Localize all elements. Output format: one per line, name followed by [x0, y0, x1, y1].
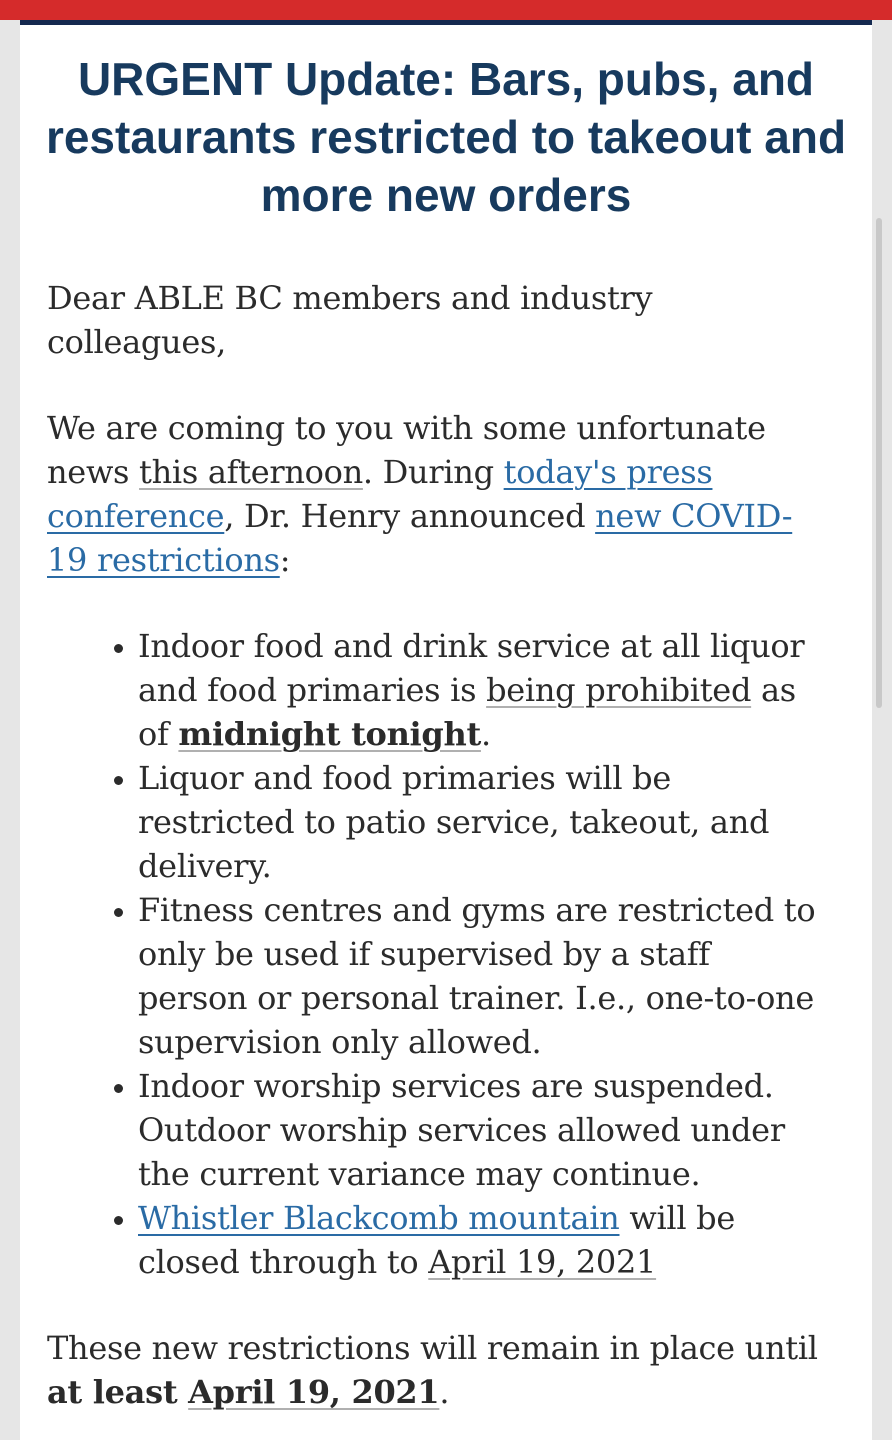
- intro-text-2: . During: [362, 453, 504, 491]
- closing-text-2: .: [439, 1373, 450, 1411]
- closing-date: April 19, 2021: [188, 1373, 440, 1411]
- bullet-1-text-2: as of: [138, 671, 796, 753]
- email-content: [47, 276, 827, 1414]
- intro-text-4: :: [279, 541, 291, 579]
- email-title: URGENT Update: Bars, pubs, and restaurants restricted to takeout and more new orders: [45, 53, 847, 221]
- bullet-1-text-3: .: [480, 715, 491, 753]
- being-prohibited-text: being prohibited: [486, 671, 752, 709]
- intro-paragraph: [47, 406, 827, 582]
- bullet-1-text-1: Indoor food and drink service at all liquor and food primaries is: [138, 627, 805, 709]
- intro-text-1: We are coming to you with some unfortunate news: [47, 409, 766, 491]
- list-item: • Fitness centres and gyms are restricted to only be used if supervised by a staff person or personal trainer. I.e., one-to-one supervision only allowed.: [138, 888, 827, 1064]
- bullet-5-date: April 19, 2021: [428, 1243, 657, 1281]
- closing-paragraph: [47, 1326, 827, 1414]
- intro-text-3: , Dr. Henry announced: [224, 497, 596, 535]
- intro-this-afternoon: this afternoon: [139, 453, 363, 491]
- closing-text-1: These new restrictions will remain in place until: [47, 1329, 818, 1367]
- press-conference-link[interactable]: today's press conference: [47, 453, 713, 535]
- covid-restrictions-link[interactable]: new COVID-19 restrictions: [47, 497, 793, 579]
- top-accent-bar: [0, 0, 892, 20]
- restrictions-list: [47, 624, 827, 1284]
- closing-at-least: at least: [47, 1373, 189, 1411]
- list-item: • Liquor and food primaries will be restricted to patio service, takeout, and delivery.: [138, 756, 827, 888]
- midnight-tonight-text: midnight tonight: [178, 715, 481, 753]
- whistler-blackcomb-link[interactable]: Whistler Blackcomb mountain: [138, 1199, 620, 1237]
- scrollbar-thumb[interactable]: [876, 218, 882, 708]
- greeting: Dear ABLE BC members and industry colleagues,: [47, 279, 653, 361]
- list-item: • Indoor worship services are suspended. Outdoor worship services allowed under the current variance may continue.: [138, 1064, 827, 1196]
- list-item: [138, 1196, 827, 1284]
- bullet-5-text-2: will be closed through to: [138, 1199, 735, 1281]
- list-item: [138, 624, 827, 756]
